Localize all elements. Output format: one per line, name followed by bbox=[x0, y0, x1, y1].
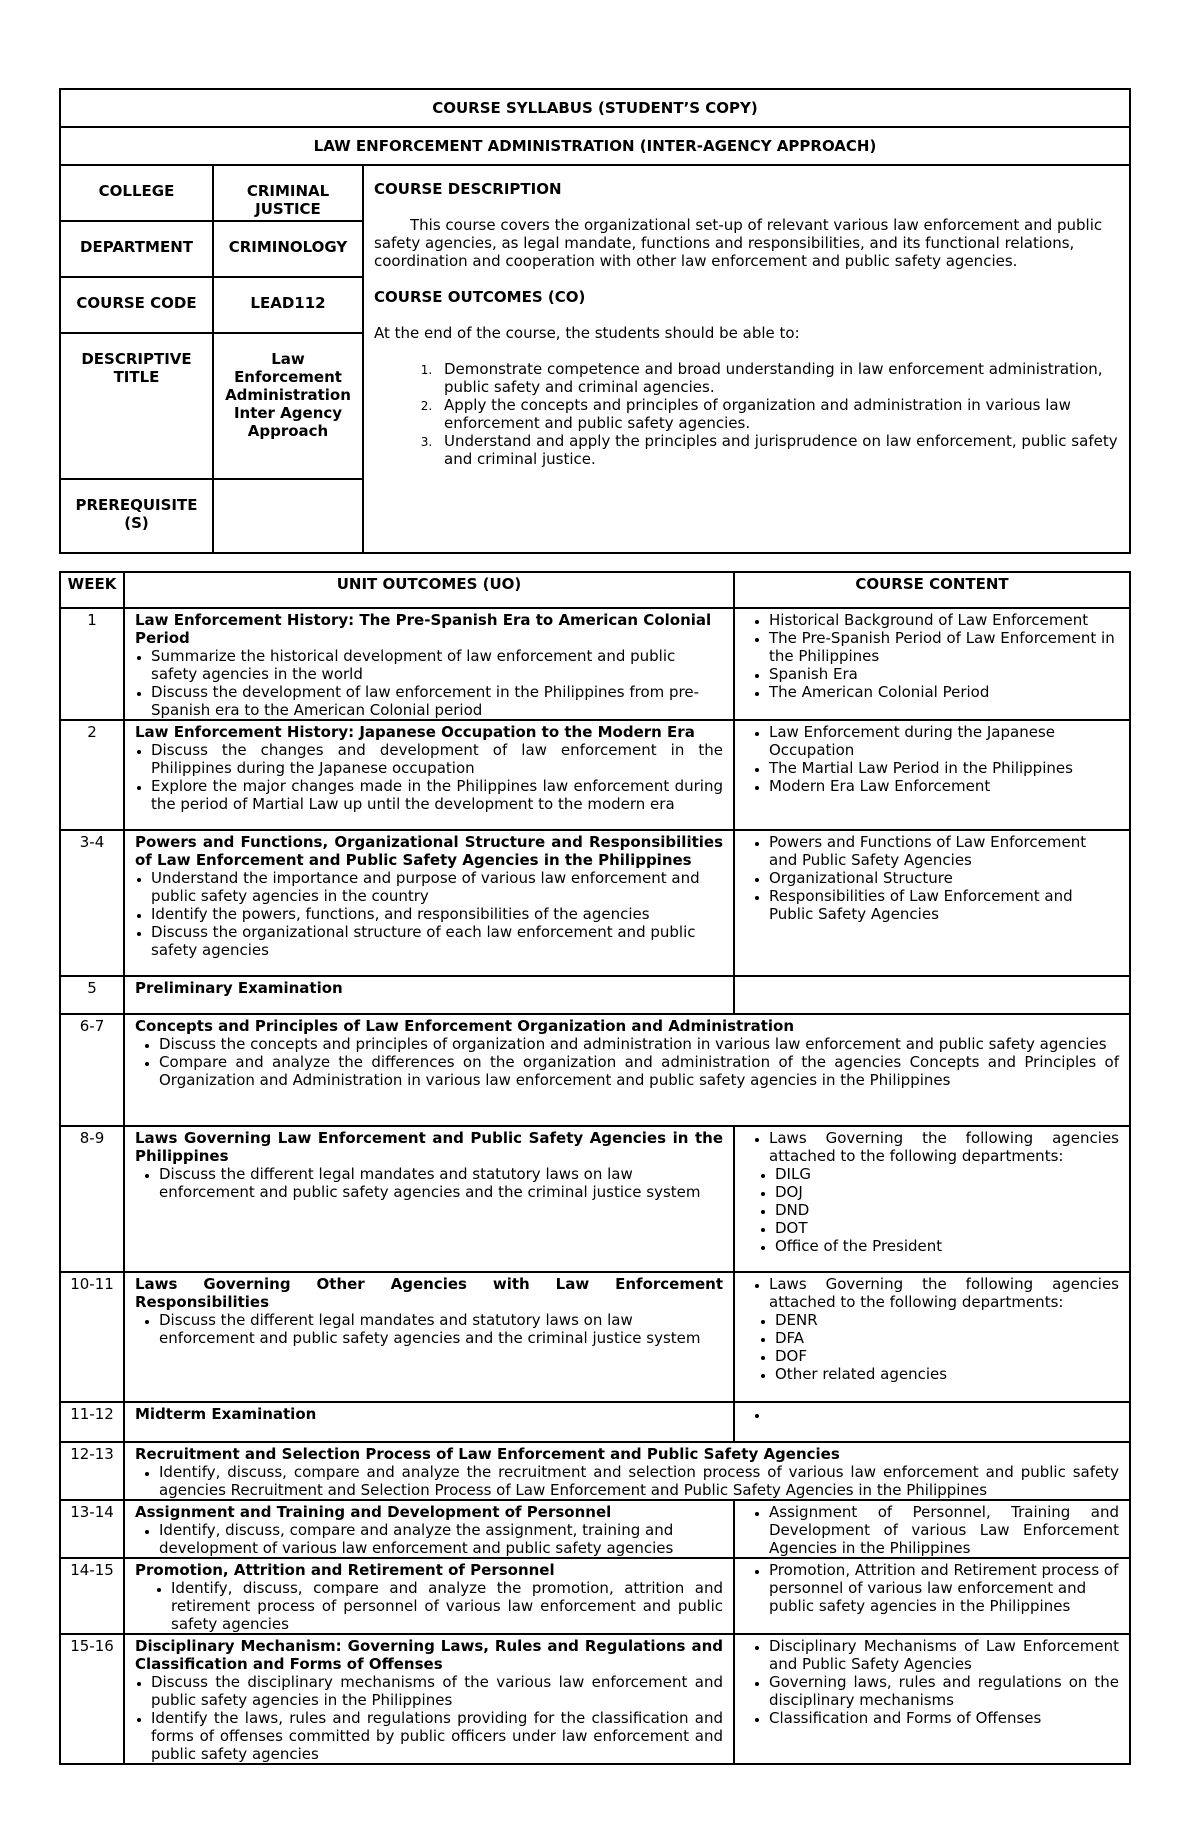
college-value: CRIMINAL JUSTICE bbox=[213, 165, 363, 221]
department-value: CRIMINOLOGY bbox=[213, 221, 363, 277]
unit-outcome-item: • Understand the importance and purpose of various law enforcement and public safety agencies in the country bbox=[151, 869, 723, 905]
course-content-cell bbox=[734, 1126, 1130, 1272]
unit-outcomes-table bbox=[59, 571, 1131, 1765]
unit-title: Law Enforcement History: The Pre-Spanish Era to American Colonial Period bbox=[135, 611, 712, 647]
content-item: • DILG bbox=[775, 1165, 1119, 1183]
table-header-row bbox=[60, 572, 1130, 608]
course-outcomes-list bbox=[374, 360, 1119, 468]
week-cell: 5 bbox=[60, 976, 124, 1014]
content-item: • DOJ bbox=[775, 1183, 1119, 1201]
content-item: • DND bbox=[775, 1201, 1119, 1219]
content-intro: • Laws Governing the following agencies attached to the following departments: bbox=[769, 1275, 1119, 1311]
content-item: • DOT bbox=[775, 1219, 1119, 1237]
unit-outcome-cell bbox=[124, 1442, 1130, 1500]
course-outcome-item: 2. Apply the concepts and principles of organization and administration in various law enforcement and public safety agencies. bbox=[436, 396, 1119, 432]
content-item: • Classification and Forms of Offenses bbox=[769, 1709, 1119, 1727]
week-cell: 8-9 bbox=[60, 1126, 124, 1272]
content-item: • DFA bbox=[775, 1329, 1119, 1347]
college-label: COLLEGE bbox=[60, 165, 213, 221]
content-item: • The Martial Law Period in the Philippines bbox=[769, 759, 1119, 777]
unit-title: Assignment and Training and Development of Personnel bbox=[135, 1503, 612, 1521]
content-item: • Law Enforcement during the Japanese Occupation bbox=[769, 723, 1119, 759]
content-item: • Governing laws, rules and regulations on the disciplinary mechanisms bbox=[769, 1673, 1119, 1709]
course-content-cell bbox=[734, 830, 1130, 976]
unit-outcomes-header: UNIT OUTCOMES (UO) bbox=[124, 572, 734, 608]
content-item: • The Pre-Spanish Period of Law Enforcement in the Philippines bbox=[769, 629, 1119, 665]
unit-outcome-cell bbox=[124, 1014, 1130, 1126]
week-cell: 14-15 bbox=[60, 1558, 124, 1634]
table-row bbox=[60, 1126, 1130, 1272]
course-description-text: This course covers the organizational set-up of relevant various law enforcement and public safety agencies, as legal mandate, functions and responsibilities, and its functional relations, coordination and cooperation with other law enforcement and public safety agencies. bbox=[374, 216, 1103, 270]
unit-outcome-item: • Discuss the changes and development of law enforcement in the Philippines during the Japanese occupation bbox=[151, 741, 723, 777]
table-row bbox=[60, 976, 1130, 1014]
unit-outcome-cell bbox=[124, 1402, 734, 1442]
week-header: WEEK bbox=[60, 572, 124, 608]
content-item: • DOF bbox=[775, 1347, 1119, 1365]
unit-title: Powers and Functions, Organizational Structure and Responsibilities of Law Enforcement and Public Safety Agencies in the Philippines bbox=[135, 833, 723, 869]
content-item: • Organizational Structure bbox=[769, 869, 1119, 887]
unit-outcome-cell bbox=[124, 1558, 734, 1634]
course-content-cell bbox=[734, 1272, 1130, 1402]
course-outcomes-heading: COURSE OUTCOMES (CO) bbox=[374, 288, 586, 306]
unit-outcome-item: • Identify, discuss, compare and analyze the assignment, training and development of various law enforcement and public safety agencies bbox=[159, 1521, 723, 1557]
syllabus-title: COURSE SYLLABUS (STUDENT’S COPY) bbox=[60, 89, 1130, 127]
content-intro: • Laws Governing the following agencies attached to the following departments: bbox=[769, 1129, 1119, 1165]
unit-outcome-cell bbox=[124, 1500, 734, 1558]
unit-title: Laws Governing Law Enforcement and Public Safety Agencies in the Philippines bbox=[135, 1129, 723, 1165]
table-row bbox=[60, 1402, 1130, 1442]
week-cell: 3-4 bbox=[60, 830, 124, 976]
unit-outcome-cell bbox=[124, 976, 734, 1014]
content-item: • DENR bbox=[775, 1311, 1119, 1329]
content-item: • Assignment of Personnel, Training and Development of various Law Enforcement Agencies in the Philippines bbox=[769, 1503, 1119, 1557]
content-item: • Historical Background of Law Enforcement bbox=[769, 611, 1119, 629]
descriptive-title-value: Law Enforcement Administration Inter Agency Approach bbox=[213, 333, 363, 479]
course-content-cell bbox=[734, 1402, 1130, 1442]
table-row bbox=[60, 1500, 1130, 1558]
table-row bbox=[60, 1558, 1130, 1634]
unit-outcome-item: • Identify the powers, functions, and responsibilities of the agencies bbox=[151, 905, 723, 923]
course-content-header: COURSE CONTENT bbox=[734, 572, 1130, 608]
content-item: • Office of the President bbox=[775, 1237, 1119, 1255]
unit-outcome-item: • Discuss the different legal mandates and statutory laws on law enforcement and public safety agencies and the criminal justice system bbox=[159, 1165, 723, 1201]
unit-outcome-item: • Explore the major changes made in the Philippines law enforcement during the period of Martial Law up until the development to the modern era bbox=[151, 777, 723, 813]
unit-outcome-item: • Summarize the historical development of law enforcement and public safety agencies in the world bbox=[151, 647, 723, 683]
course-title: LAW ENFORCEMENT ADMINISTRATION (INTER-AGENCY APPROACH) bbox=[60, 127, 1130, 165]
content-item: • Other related agencies bbox=[775, 1365, 1119, 1383]
course-content-cell bbox=[734, 720, 1130, 830]
unit-outcome-cell bbox=[124, 1272, 734, 1402]
unit-outcome-item: • Identify the laws, rules and regulations providing for the classification and forms of offenses committed by public officers under law enforcement and public safety agencies bbox=[151, 1709, 723, 1763]
week-cell: 12-13 bbox=[60, 1442, 124, 1500]
department-label: DEPARTMENT bbox=[60, 221, 213, 277]
unit-outcome-item: • Discuss the different legal mandates and statutory laws on law enforcement and public safety agencies and the criminal justice system bbox=[159, 1311, 723, 1347]
unit-outcome-item: • Discuss the organizational structure of each law enforcement and public safety agencies bbox=[151, 923, 723, 959]
unit-outcome-cell bbox=[124, 830, 734, 976]
course-code-label: COURSE CODE bbox=[60, 277, 213, 333]
content-item: • Promotion, Attrition and Retirement process of personnel of various law enforcement and public safety agencies in the Philippines bbox=[769, 1561, 1119, 1615]
table-row bbox=[60, 608, 1130, 720]
week-cell: 2 bbox=[60, 720, 124, 830]
course-content-cell bbox=[734, 1634, 1130, 1764]
prerequisite-value bbox=[213, 479, 363, 553]
unit-outcome-cell bbox=[124, 720, 734, 830]
week-cell: 10-11 bbox=[60, 1272, 124, 1402]
prerequisite-label: PREREQUISITE (S) bbox=[60, 479, 213, 553]
exam-title: Preliminary Examination bbox=[135, 979, 343, 997]
course-content-cell bbox=[734, 976, 1130, 1014]
course-outcome-item: 1. Demonstrate competence and broad understanding in law enforcement administration, public safety and criminal agencies. bbox=[436, 360, 1119, 396]
week-cell: 6-7 bbox=[60, 1014, 124, 1126]
content-item: • Spanish Era bbox=[769, 665, 1119, 683]
week-cell: 11-12 bbox=[60, 1402, 124, 1442]
course-outcomes-intro: At the end of the course, the students should be able to: bbox=[374, 324, 800, 342]
table-row bbox=[60, 1014, 1130, 1126]
course-description-heading: COURSE DESCRIPTION bbox=[374, 180, 562, 198]
content-item: • Disciplinary Mechanisms of Law Enforcement and Public Safety Agencies bbox=[769, 1637, 1119, 1673]
content-item: • Powers and Functions of Law Enforcement and Public Safety Agencies bbox=[769, 833, 1119, 869]
empty-content-item bbox=[769, 1405, 1119, 1423]
course-content-cell bbox=[734, 1558, 1130, 1634]
unit-outcome-item: • Identify, discuss, compare and analyze the promotion, attrition and retirement process of personnel of various law enforcement and public safety agencies bbox=[171, 1579, 723, 1633]
course-description-cell bbox=[363, 165, 1130, 553]
unit-outcome-cell bbox=[124, 1634, 734, 1764]
table-row bbox=[60, 1634, 1130, 1764]
unit-title: Laws Governing Other Agencies with Law Enforcement Responsibilities bbox=[135, 1275, 723, 1311]
unit-outcome-item: • Discuss the concepts and principles of organization and administration in various law enforcement and public safety agencies bbox=[159, 1035, 1119, 1053]
exam-title: Midterm Examination bbox=[135, 1405, 317, 1423]
table-row bbox=[60, 1272, 1130, 1402]
table-row bbox=[60, 720, 1130, 830]
content-item: • Modern Era Law Enforcement bbox=[769, 777, 1119, 795]
unit-title: Promotion, Attrition and Retirement of Personnel bbox=[135, 1561, 555, 1579]
descriptive-title-label: DESCRIPTIVE TITLE bbox=[60, 333, 213, 479]
week-cell: 1 bbox=[60, 608, 124, 720]
content-item: • Responsibilities of Law Enforcement and Public Safety Agencies bbox=[769, 887, 1119, 923]
unit-title: Disciplinary Mechanism: Governing Laws, Rules and Regulations and Classification and Forms of Offenses bbox=[135, 1637, 723, 1673]
course-outcome-item: 3. Understand and apply the principles and jurisprudence on law enforcement, public safety and criminal justice. bbox=[436, 432, 1119, 468]
unit-outcome-item: • Discuss the development of law enforcement in the Philippines from pre-Spanish era to the American Colonial period bbox=[151, 683, 723, 719]
unit-outcome-item: • Identify, discuss, compare and analyze the recruitment and selection process of various law enforcement and public safety agencies Recruitment and Selection Process of Law Enforcement and Public Safety Agencies in the Philippines bbox=[159, 1463, 1119, 1499]
unit-title: Concepts and Principles of Law Enforcement Organization and Administration bbox=[135, 1017, 795, 1035]
course-code-value: LEAD112 bbox=[213, 277, 363, 333]
table-row bbox=[60, 830, 1130, 976]
course-content-cell bbox=[734, 608, 1130, 720]
unit-title: Recruitment and Selection Process of Law Enforcement and Public Safety Agencies bbox=[135, 1445, 840, 1463]
unit-outcome-cell bbox=[124, 608, 734, 720]
unit-outcome-cell bbox=[124, 1126, 734, 1272]
unit-outcome-item: • Discuss the disciplinary mechanisms of the various law enforcement and public safety agencies in the Philippines bbox=[151, 1673, 723, 1709]
course-info-table bbox=[59, 88, 1131, 554]
content-item: • The American Colonial Period bbox=[769, 683, 1119, 701]
course-content-cell bbox=[734, 1500, 1130, 1558]
week-cell: 15-16 bbox=[60, 1634, 124, 1764]
table-row bbox=[60, 1442, 1130, 1500]
unit-outcome-item: • Compare and analyze the differences on the organization and administration of the agencies Concepts and Principles of Organization and Administration in various law enforcement and public safety agencies in the Philippines bbox=[159, 1053, 1119, 1089]
week-cell: 13-14 bbox=[60, 1500, 124, 1558]
unit-title: Law Enforcement History: Japanese Occupation to the Modern Era bbox=[135, 723, 695, 741]
